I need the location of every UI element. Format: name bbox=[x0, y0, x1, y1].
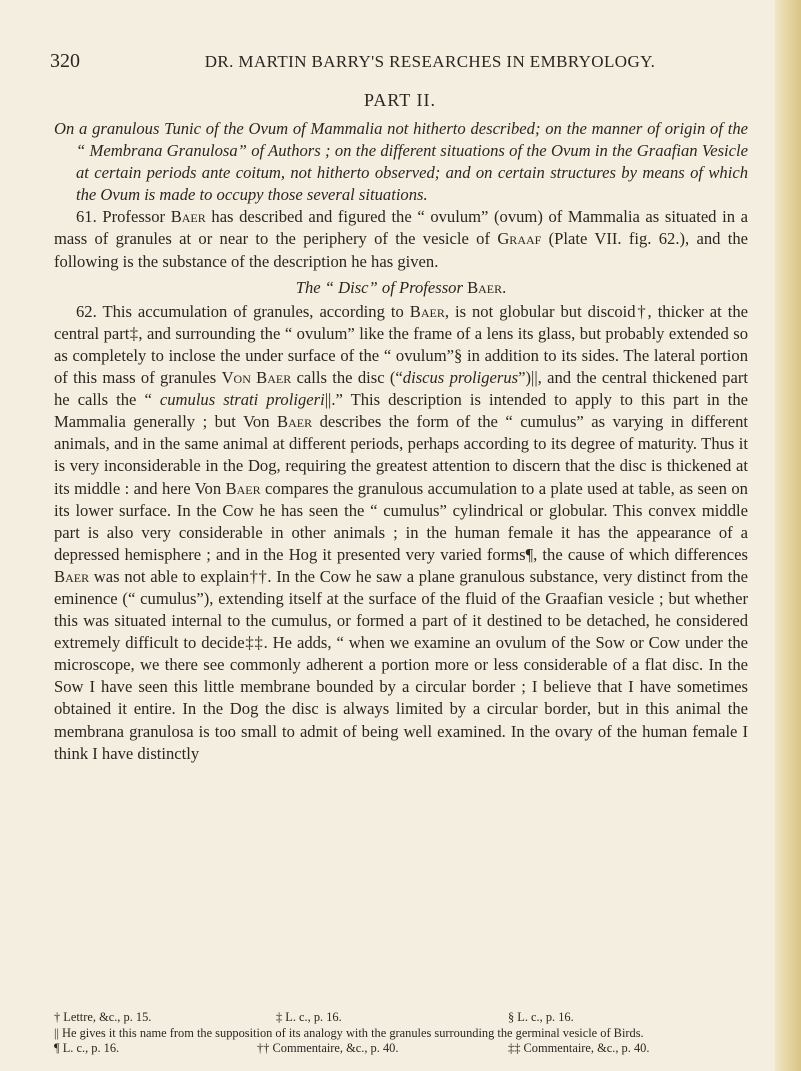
author-name: Baer, bbox=[409, 301, 449, 321]
paragraph-62: 62. This accumulation of granules, according to Baer, is not globular but discoid†, thicker at the central part‡, and surrounding the “ ovulum” like the frame of a lens its glass, but probably extended so as completely to inclose the under surface of the “ ovulum”§ in addition to its sides. The lateral portion of this mass of granules Von Baer calls the disc (“discus proligerus”)||, and the central thickened part he calls the “ cumulus strati proligeri||.” This description is intended to apply to this part in the Mammalia generally ; but Von Baer describes the form of the “ cumulus” as varying in different animals, and in the same animal at different periods, perhaps according to its degree of maturity. Thus it is very inconsiderable in the Dog, requiring the greatest attention to discern that the disc is thickened at its middle : and here Von Baer compares the granulous accumulation to a plate used at table, as seen on its lower surface. In the Cow he has seen the “ cumulus” cylindrical or globular. This convex middle part is also very considerable in other animals ; in the human female it has the appearance of a depressed hemisphere ; and in the Hog it presented very varied forms¶, the cause of which differences Baer was not able to explain††. In the Cow he saw a plane granulous substance, very distinct from the eminence (“ cumulus”), extending itself at the surface of the fluid of the Graafian vesicle ; but whether this was situated internal to the cumulus, or formed a part of it destined to be detached, he considered extremely difficult to decide‡‡. He adds, “ when we examine an ovulum of the Sow or Cow under the microscope, we there see commonly adherent a portion more or less considerable of a flat disc. In the Sow I have seen this little membrane bounded by a circular border ; I believe that I have sometimes obtained it entire. In the Dog the disc is always limited by a circular border, but in this animal the membrana granulosa is too small to admit of being well examined. In the ovary of the human female I think I have distinctly bbox=[54, 301, 749, 763]
body-text bbox=[54, 118, 748, 765]
author-name: Baer. bbox=[467, 277, 507, 297]
page-edge bbox=[775, 0, 801, 1071]
footnotes bbox=[54, 1010, 748, 1057]
footnote-row bbox=[54, 1041, 748, 1057]
page-header bbox=[50, 50, 750, 74]
subtitle-text: On a granulous Tunic of the Ovum of Mammalia not hitherto described; on the manner of origin of the “ Membrana Granulosa” of Authors ; on the different situations of the Ovum in the Graafian Vesicle at certain periods ante coitum, not hitherto observed; and on certain structures by means of which the Ovum is made to occupy those several situations. bbox=[54, 119, 748, 205]
footnote: || He gives it this name from the supposition of its analogy with the granules surrounding the germinal vesicle of Birds. bbox=[54, 1025, 644, 1040]
footnote: ‡‡ Commentaire, &c., p. 40. bbox=[508, 1041, 650, 1056]
section-subtitle bbox=[54, 118, 748, 206]
footnote-row bbox=[54, 1010, 748, 1026]
latin-term: discus proligerus bbox=[402, 368, 519, 388]
part-title: PART II. bbox=[364, 90, 436, 110]
running-title: DR. MARTIN BARRY'S RESEARCHES IN EMBRYOLOGY. bbox=[204, 52, 656, 71]
footnote: ¶ L. c., p. 16. bbox=[54, 1041, 120, 1056]
author-name: Baer bbox=[277, 412, 313, 432]
latin-term: cumulus strati proligeri bbox=[159, 390, 325, 410]
footnote: ‡ L. c., p. 16. bbox=[276, 1010, 342, 1024]
footnote: †† Commentaire, &c., p. 40. bbox=[257, 1041, 399, 1056]
section-heading: The “ Disc” of Professor Baer. bbox=[295, 277, 507, 297]
author-name: Von Baer bbox=[221, 368, 292, 388]
footnote: † Lettre, &c., p. 15. bbox=[54, 1010, 152, 1024]
author-name: Baer bbox=[54, 566, 90, 586]
author-name: Baer bbox=[170, 207, 206, 227]
author-name: Graaf bbox=[497, 229, 542, 249]
page-number: 320 bbox=[50, 50, 80, 72]
footnote: § L. c., p. 16. bbox=[508, 1010, 574, 1024]
author-name: Baer bbox=[225, 478, 261, 498]
paragraph-61: 61. Professor Baer has described and figured the “ ovulum” (ovum) of Mammalia as situated in a mass of granules at or near to the periphery of the vesicle of Graaf (Plate VII. fig. 62.), and the following is the substance of the description he has given. bbox=[54, 207, 748, 271]
